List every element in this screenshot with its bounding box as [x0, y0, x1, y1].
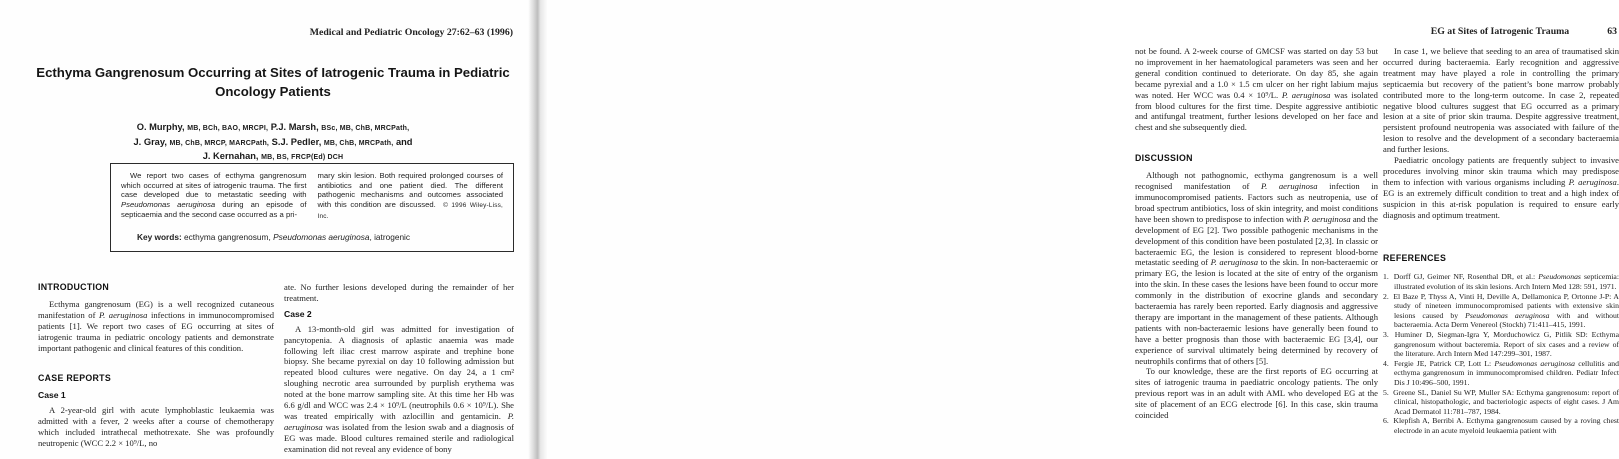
abstract-text-col1: We report two cases of ecthyma gangrenosum which occurred at sites of iatrogenic trauma. The first case developed due to metastatic seeding with Pseudomonas aeruginosa during an episode of septicaemia and the second case occurred as a pri- — [121, 171, 307, 219]
section-subheading: Case 1 — [38, 390, 66, 401]
reference-number: 1. — [1383, 272, 1389, 282]
keywords-line — [121, 233, 503, 243]
page-number: 63 — [1607, 26, 1617, 37]
reference-item: 6. Klepfish A, Berribi A. Ecthyma gangrenosum caused by a roving chest electrode in an acute myeloid leukaemia patient with — [1383, 416, 1619, 435]
article-title: Ecthyma Gangrenosum Occurring at Sites of Iatrogenic Trauma in Pediatric Oncology Patients — [36, 65, 510, 99]
page-gutter-shadow — [528, 0, 548, 459]
left-page — [0, 0, 531, 459]
body-paragraph: A 2-year-old girl with acute lymphoblastic leukaemia was admitted with a fever, 2 weeks after a course of chemotherapy which included intrathecal methotrexate. She was profoundly neutropenic (WCC 2.2 × 10⁹/L, no — [38, 405, 274, 448]
reference-number: 4. — [1383, 358, 1389, 368]
running-head-title: EG at Sites of Iatrogenic Trauma — [1430, 26, 1570, 37]
body-paragraph: not be found. A 2-week course of GMCSF was started on day 53 but no improvement in her haematological parameters was seen and her general condition continued to deteriorate. On day 85, she again became pyrexial and a 1.0 × 1.5 cm ulcer on her right labium majus was noted. Her WCC was 0.4 × 10⁹/L. P. aeruginosa was isolated from blood cultures for the first time. Despite aggressive antibiotic and antifungal treatment, further lesions developed on her face and chest and she subsequently died. — [1135, 46, 1378, 133]
references-heading: REFERENCES — [1383, 252, 1447, 263]
abstract-box — [110, 163, 514, 252]
journal-citation-line: Medical and Pediatric Oncology 27:62–63 (1996) — [309, 27, 513, 38]
page2-column-1 — [1135, 46, 1378, 459]
body-paragraph: Paediatric oncology patients are frequently subject to invasive procedures involving minor skin trauma which may predispose them to infection with various organisms including P. aeruginosa. EG is an extremely difficult condition to treat and a high index of suspicion in this at-risk population is required to ensure early diagnosis and optimum treatment. — [1383, 155, 1619, 220]
section-heading: INTRODUCTION — [38, 282, 110, 292]
discussion-continued — [1383, 46, 1619, 221]
section-heading: CASE REPORTS — [38, 373, 112, 384]
reference-number: 3. — [1383, 329, 1389, 339]
author-line: J. Kernahan, MB, BS, FRCP(Ed) DCH — [202, 151, 344, 161]
section-subheading: Case 2 — [284, 308, 312, 319]
body-paragraph: Although not pathognomic, ecthyma gangrenosum is a well recognised manifestation of P. aeruginosa infection in immunocompromised patients. Factors such as neutropenia, use of broad spectrum antibiotics, loss of skin integrity, and moist conditions have been shown to predispose to infection with P. aeruginosa and the development of EG [2]. Two possible pathogenic mechanisms in the development of this condition have been postulated [2,3]. In classic or bacteraemic EG, the lesion is considered to represent blood-borne metastatic seeding of P. aeruginosa to the skin. In non-bacteraemic or primary EG, the lesion is located at the site of entry of the organism into the skin. In these cases the lesions have been found to occur more commonly in the distribution of exocrine glands and secondary bacteraemia has rarely been reported. Early diagnosis and aggressive therapy are important in the management of these patients. Although patients with non-bacteraemic lesions have generally been found to have a better prognosis than those with bacteraemic EG [3,4], our experience of survival ultimately being determined by recovery of neutrophils confirms that of others [5]. — [1135, 170, 1378, 366]
reference-item: 4. Fergie JE, Patrick CP, Lott L: Pseudomonas aeruginosa cellulitis and ecthyma gangrenosum in immunocompromised children. Pediatr Infect Dis J 10:496–500, 1991. — [1383, 358, 1619, 387]
body-paragraph: In case 1, we believe that seeding to an area of traumatised skin occurred during bacteraemia. Early recognition and aggressive treatment may have played a role in controlling the primary septicaemia but recovery of the patient’s bone marrow probably contributed more to the long-term outcome. In case 2, repeated negative blood cultures suggest that EG occurred as a primary lesion at a site of prior skin trauma. Despite aggressive treatment, persistent profound neutropenia was associated with failure of the lesion to resolve and the development of a secondary bacteraemia and further lesions. — [1383, 46, 1619, 155]
reference-number: 5. — [1383, 387, 1389, 397]
author-line: J. Gray, MB, ChB, MRCP, MARCPath, S.J. Pedler, MB, ChB, MRCPath, and — [133, 136, 413, 147]
reference-number: 2. — [1383, 291, 1389, 301]
references-section — [1383, 253, 1619, 436]
reference-item: 1. Dorff GJ, Geimer NF, Rosenthal DR, et al.: Pseudomonas septicemia: illustrated evolution of its skin lesions. Arch Intern Med 128: 591, 1971. — [1383, 272, 1619, 291]
running-head — [1207, 26, 1617, 37]
reference-item: 2. El Baze P, Thyss A, Vinti H, Deville A, Dellamonica P, Ortonne J-P: A study of nineteen immunocompromised patients with extensive skin lesions caused by Pseudomonas aeruginosa with and without bacteraemia. Acta Derm Venereol (Stockh) 71:411–415, 1991. — [1383, 291, 1619, 330]
body-paragraph: A 13-month-old girl was admitted for investigation of pancytopenia. A diagnosis of aplastic anaemia was made following left iliac crest marrow aspirate and trephine bone biopsy. She became pyrexial on day 10 following admission but repeated blood cultures were negative. On day 24, a 1 cm² sloughing necrotic area surrounded by purplish erythema was noted at the bone marrow sampling site. At this time her Hb was 6.6 g/dl and WCC was 2.4 × 10⁹/L (neutrophils 0.6 × 10⁹/L). She was treated empirically with azlocillin and gentamicin. P. aeruginosa was isolated from the lesion swab and a diagnosis of EG was made. Blood cultures remained sterile and radiological examination did not reveal any evidence of bony — [284, 323, 514, 454]
reference-item: 3. Huminer D, Siegman-Igra Y, Morduchowicz G, Pitlik SD: Ecthyma gangrenosum without bacteremia. Report of six cases and a review of the literature. Arch Intern Med 147:299–301, 1987. — [1383, 329, 1619, 359]
section-heading: DISCUSSION — [1135, 153, 1193, 164]
reference-number: 6. — [1383, 416, 1389, 426]
page2-column-2 — [1383, 46, 1619, 459]
author-list — [34, 121, 512, 165]
references-list — [1383, 272, 1619, 435]
page1-column-1 — [38, 282, 274, 459]
body-paragraph: To our knowledge, these are the first reports of EG occurring at sites of iatrogenic trauma in paediatric oncology patients. The only previous report was in an adult with AML who developed EG at the site of placement of an ECG electrode [6]. In this case, skin trauma coincided — [1135, 366, 1378, 421]
right-page — [547, 0, 1619, 459]
body-paragraph: ate. No further lesions developed during the remainder of her treatment. — [284, 282, 514, 303]
abstract-text-col2: mary skin lesion. Both required prolonged courses of antibiotics and one patient died. The different pathogenic mechanisms and outcomes associated with this condition are discussed. © 1996 Wiley-Liss, Inc. — [317, 171, 503, 220]
reference-item: 5. Greene SL, Daniel Su WP, Muller SA: Ecthyma gangrenosum: report of clinical, histopathologic, and bacteriologic aspects of eight cases. J Am Acad Dermatol 11:781–787, 1984. — [1383, 387, 1619, 416]
abstract-columns — [121, 171, 503, 222]
keywords-label: Key words: — [137, 231, 182, 242]
page1-column-2 — [284, 282, 514, 459]
body-paragraph: Ecthyma gangrenosum (EG) is a well recognized cutaneous manifestation of P. aeruginosa infections in immunocompromised patients [1]. We report two cases of EG occurring at sites of iatrogenic trauma in pediatric oncology patients and demonstrate important pathogenic and clinical features of this condition. — [38, 298, 274, 353]
keywords-value: ecthyma gangrenosum, Pseudomonas aeruginosa, iatrogenic — [184, 231, 411, 242]
author-line: O. Murphy, MB, BCh, BAO, MRCPI, P.J. Marsh, BSc, MB, ChB, MRCPath, — [136, 122, 410, 132]
